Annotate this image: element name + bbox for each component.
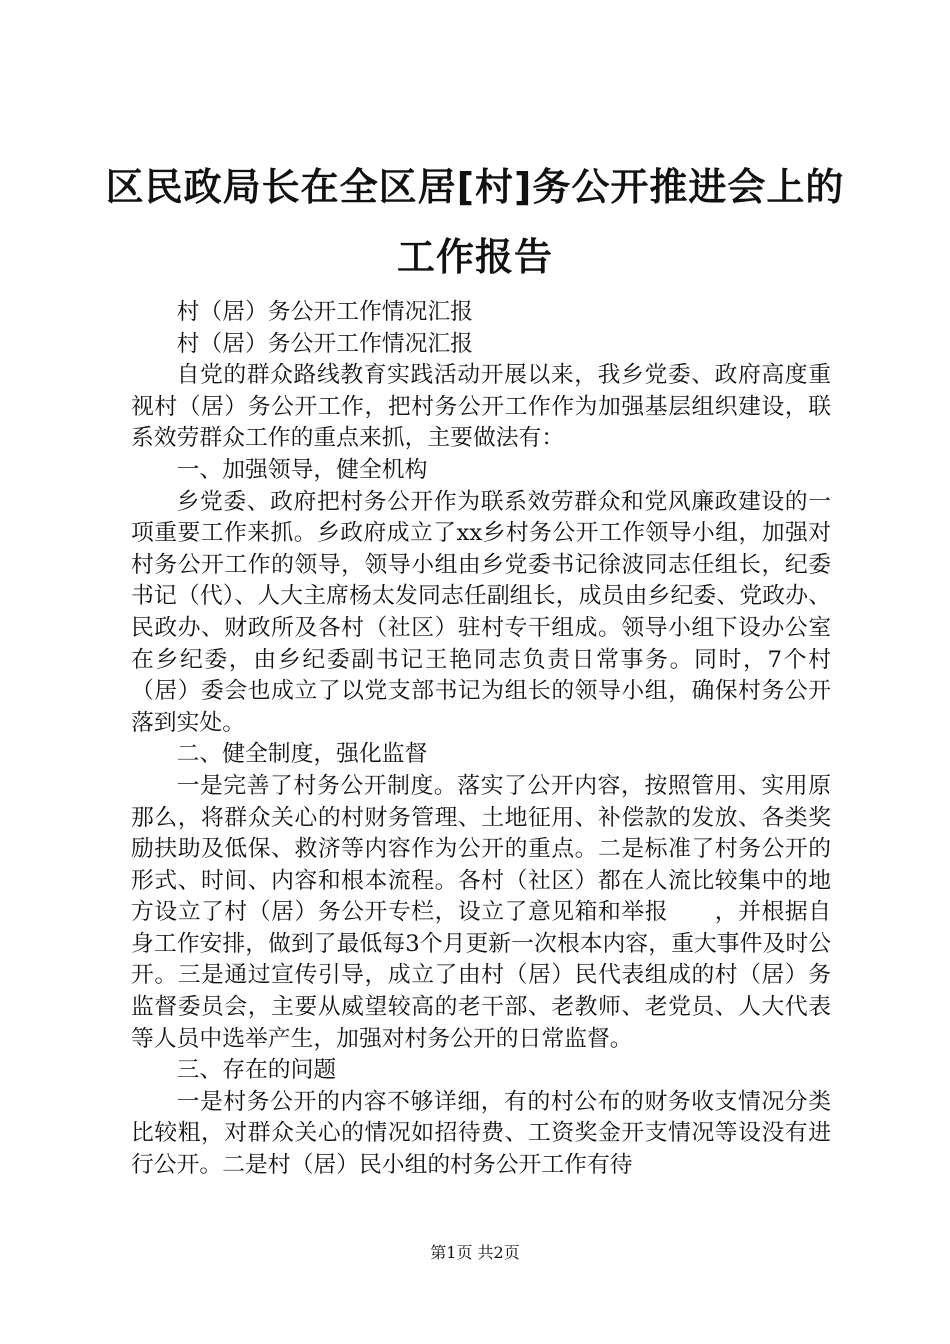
section-heading: 一、加强领导，健全机构 [176,456,428,483]
paragraph-subtitle: 村（居）务公开工作情况汇报 [176,330,473,357]
document-title: 区民政局长在全区居[村]务公开推进会上的工作报告 [105,165,845,279]
page-number-footer: 第1页 共2页 [430,1243,520,1262]
paragraph: 乡党委、政府把村务公开作为联系效劳群众和党风廉政建设的一项重要工作来抓。乡政府成立了xx乡村务公开工作领导小组，加强对村务公开工作的领导，领导小组由乡党委书记徐波同志任组长，纪委书记（代）、人大主席杨太发同志任副组长，成员由乡纪委、党政办、民政办、财政所及各村（社区）驻村专干组成。领导小组下设办公室在乡纪委，由乡纪委副书记王艳同志负责日常事务。同时，7个村（居）委会也成立了以党支部书记为组长的领导小组，确保村务公开落到实处。 [131,488,831,736]
paragraph: 一是村务公开的内容不够详细，有的村公布的财务收支情况分类比较粗，对群众关心的情况如招待费、工资奖金开支情况等设没有进行公开。二是村（居）民小组的村务公开工作有待 [131,1088,831,1179]
paragraph-subtitle: 村（居）务公开工作情况汇报 [176,299,473,325]
paragraph: 自党的群众路线教育实践活动开展以来，我乡党委、政府高度重视村（居）务公开工作，把村务公开工作作为加强基层组织建设，联系效劳群众工作的重点来抓，主要做法有： [131,362,831,452]
document-body [131,297,831,1182]
paragraph: 一是完善了村务公开制度。落实了公开内容，按照管用、实用原那么，将群众关心的村财务管理、土地征用、补偿款的发放、各类奖励扶助及低保、救济等内容作为公开的重点。二是标准了村务公开的形式、时间、内容和根本流程。各村（社区）都在人流比较集中的地方设立了村（居）务公开专栏，设立了意见箱和举报 ，并根据自身工作安排，做到了最低每3个月更新一次根本内容，重大事件及时公开。三是通过宣传引导，成立了由村（居）民代表组成的村（居）务监督委员会，主要从威望较高的老干部、老教师、老党员、人大代表等人员中选举产生，加强对村务公开的日常监督。 [131,772,831,1052]
section-heading: 三、存在的问题 [176,1057,337,1084]
section-heading: 二、健全制度，强化监督 [176,741,428,768]
